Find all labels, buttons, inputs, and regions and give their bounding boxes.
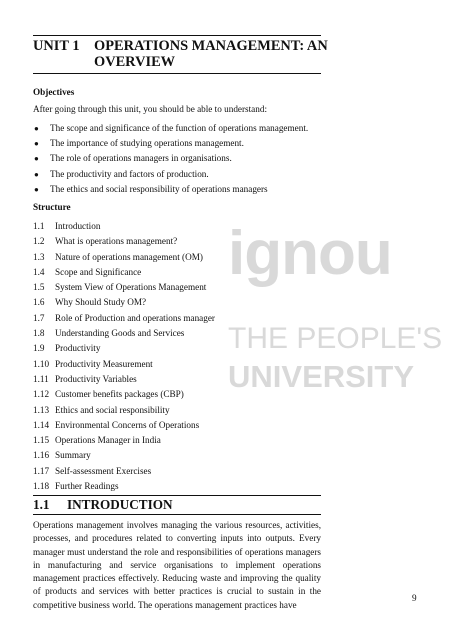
title-rule-top — [33, 35, 321, 36]
objectives-intro: After going through this unit, you should be able to understand: — [33, 104, 267, 114]
structure-item: 1.18 Further Readings — [33, 481, 119, 492]
unit-number: UNIT 1 — [33, 38, 80, 54]
bullet-icon: ● — [34, 124, 39, 133]
structure-item: 1.5 System View of Operations Management — [33, 282, 207, 293]
section-title: INTRODUCTION — [67, 497, 173, 512]
structure-item: 1.4 Scope and Significance — [33, 266, 142, 277]
structure-item: 1.6 Why Should Study OM? — [33, 297, 147, 308]
title-rule-bottom — [33, 73, 321, 74]
structure-item: 1.3 Nature of operations management (OM) — [33, 251, 203, 262]
bullet-icon: ● — [34, 139, 39, 149]
section-rule-bottom — [33, 514, 321, 515]
objectives-heading: Objectives — [33, 87, 75, 97]
introduction-paragraph: Operations management involves managing the various resources, activities, processes, and procedures related to converting inputs into outputs. Every manager must understand the role and responsibilities of operations managers in manufacturing and service organisations to implement operations management practices effectively. Reducing waste and improving the quality of products and services with better practices is crucial to sustain in the competitive business world. The operations management practices have — [33, 520, 321, 610]
structure-item: 1.17 Self-assessment Exercises — [33, 465, 152, 476]
structure-item: 1.12 Customer benefits packages (CBP) — [33, 389, 184, 400]
bullet-icon: ● — [34, 184, 39, 194]
structure-item: 1.2 What is operations management? — [33, 236, 178, 247]
objective-item: ● The importance of studying operations management. — [34, 138, 244, 149]
unit-title-text: OPERATIONS MANAGEMENT: AN OVERVIEW — [94, 38, 328, 70]
structure-item: 1.14 Environmental Concerns of Operations — [33, 419, 200, 430]
section-rule-top — [33, 495, 321, 496]
structure-item: 1.16 Summary — [33, 450, 91, 461]
structure-item: 1.13 Ethics and social responsibility — [33, 404, 170, 415]
objective-item: ● The scope and significance of the function of operations management. — [34, 123, 309, 133]
structure-list — [33, 221, 215, 496]
objectives-list — [33, 123, 308, 199]
structure-item: 1.7 Role of Production and operations manager — [33, 312, 215, 323]
page-number: 9 — [412, 593, 417, 603]
structure-item: 1.9 Productivity — [33, 343, 101, 354]
structure-item: 1.8 Understanding Goods and Services — [33, 328, 185, 339]
structure-item: 1.1 Introduction — [33, 221, 101, 231]
structure-item: 1.11 Productivity Variables — [33, 373, 137, 384]
watermark-line2: UNIVERSITY — [228, 359, 415, 394]
watermark-line1: THE PEOPLE'S — [228, 322, 443, 355]
structure-heading: Structure — [33, 202, 71, 212]
structure-item: 1.15 Operations Manager in India — [33, 435, 161, 446]
bullet-icon: ● — [34, 154, 39, 164]
section-number: 1.1 — [33, 497, 50, 512]
objective-item: ● The ethics and social responsibility of operations managers — [34, 183, 268, 194]
objective-item: ● The productivity and factors of production. — [34, 168, 209, 179]
objective-item: ● The role of operations managers in organisations. — [34, 153, 232, 164]
watermark-logo: ignou — [228, 219, 392, 288]
structure-item: 1.10 Productivity Measurement — [33, 358, 153, 369]
bullet-icon: ● — [34, 169, 39, 179]
